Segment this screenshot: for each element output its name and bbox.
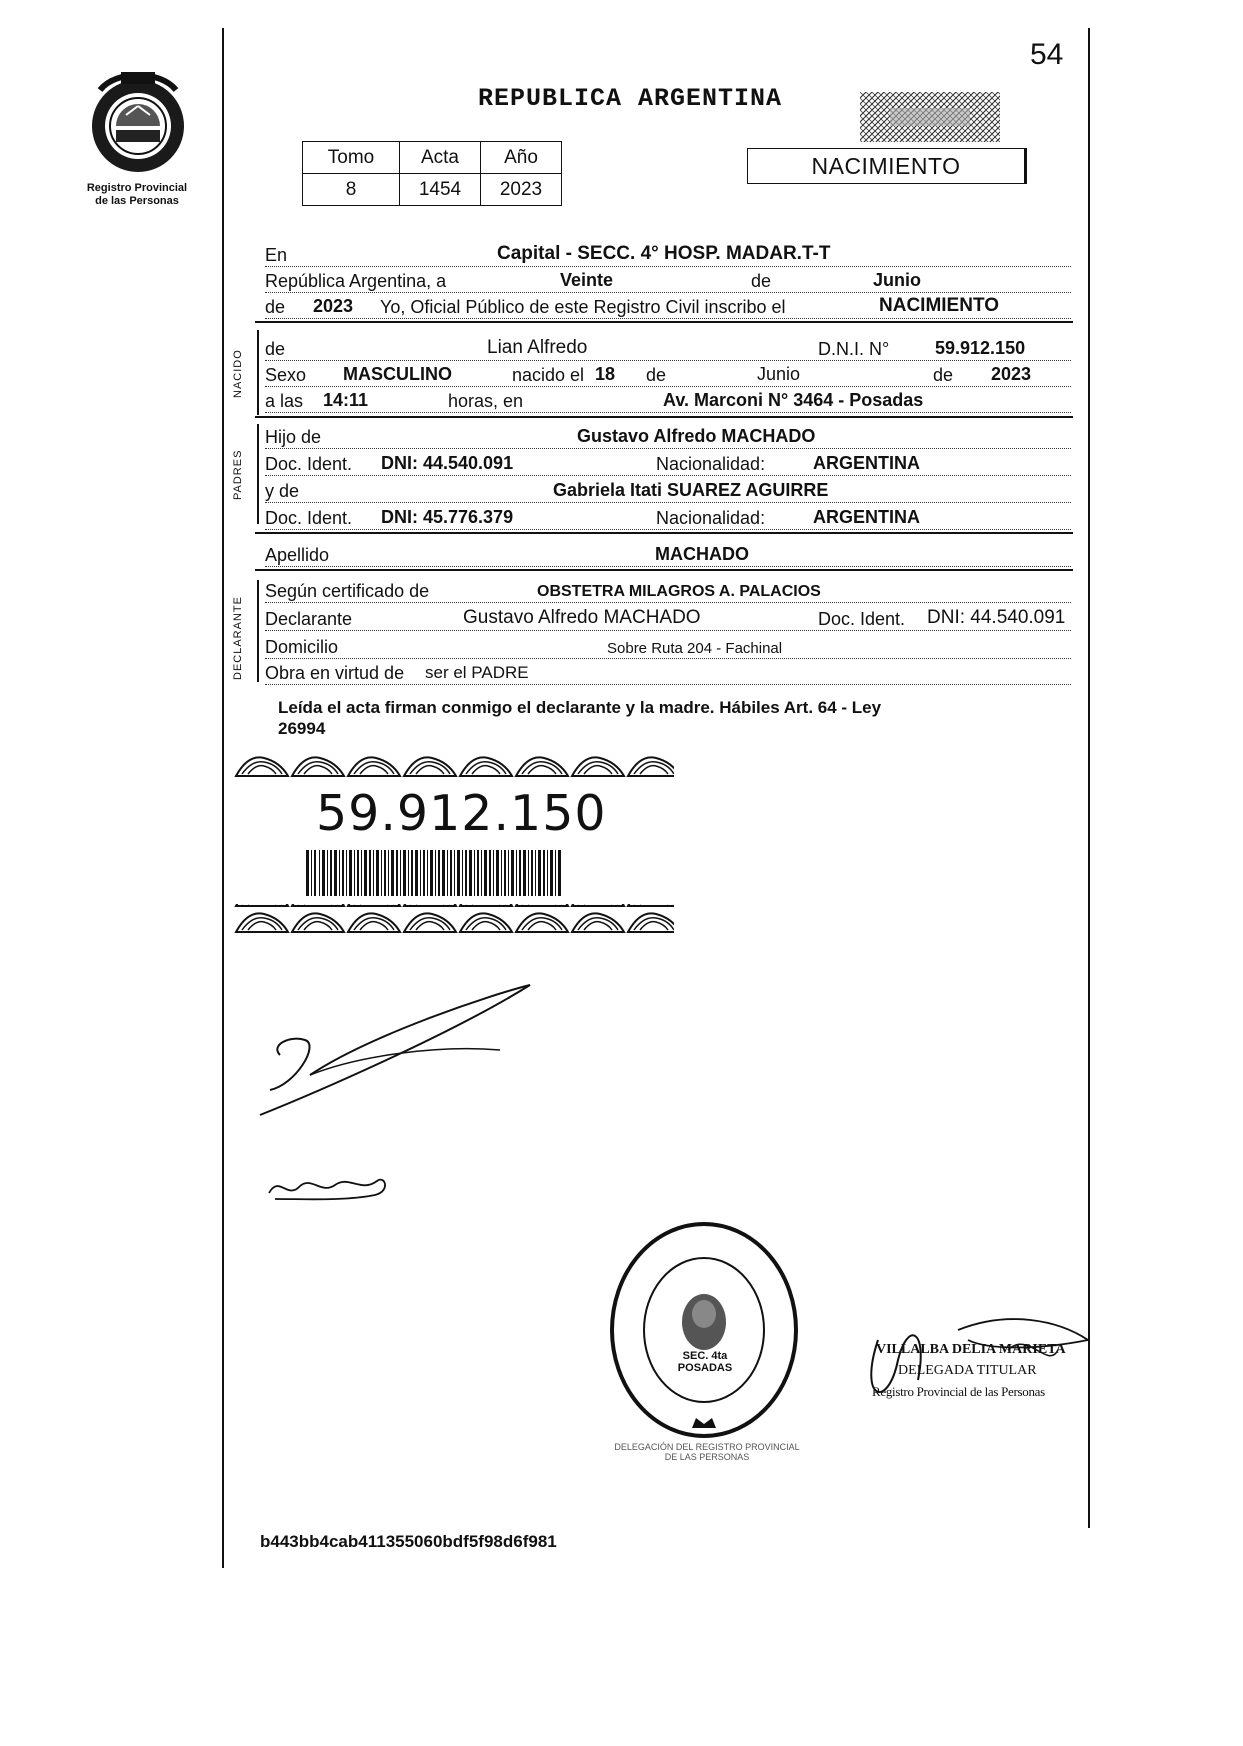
ref-header-anio: Año [481, 142, 562, 174]
label-de: de [748, 271, 774, 292]
document-hash: b443bb4cab411355060bdf5f98d6f981 [260, 1532, 557, 1551]
label-nacido-el: nacido el [509, 365, 587, 386]
value-domicilio: Sobre Ruta 204 - Fachinal [607, 640, 783, 657]
barcode-block [234, 752, 674, 938]
value-place: Av. Marconi N° 3464 - Posadas [663, 390, 924, 410]
divider-1 [255, 321, 1073, 323]
value-nacido-dni: 59.912.150 [935, 338, 1026, 358]
row-padre-doc [265, 449, 1071, 476]
value-certificado: OBSTETRA MILAGROS A. PALACIOS [537, 583, 821, 600]
country-title: REPUBLICA ARGENTINA [478, 84, 783, 113]
closing-text-line1: Leída el acta firman conmigo el declarante y la madre. Hábiles Art. 64 - Ley [278, 698, 882, 717]
value-nacido-year: 2023 [991, 364, 1032, 384]
section-nacido: NACIDO [232, 349, 244, 398]
act-type-box: NACIMIENTO [747, 148, 1027, 184]
value-hour: 14:11 [323, 390, 369, 410]
row-nacido-hora [265, 386, 1071, 413]
official-name: VILLALBA DELIA MARIETA [876, 1342, 1066, 1357]
label-obra: Obra en virtud de [265, 663, 407, 684]
official-stamp [606, 1218, 802, 1442]
label-certificado: Según certificado de [265, 581, 432, 602]
value-declarante: Gustavo Alfredo MACHADO [463, 607, 701, 628]
registro-logo [86, 70, 190, 178]
row-madre-doc [265, 503, 1071, 530]
label-en: En [265, 245, 290, 266]
value-mother: Gabriela Itati SUAREZ AGUIRRE [553, 480, 829, 500]
official-office: Registro Provincial de las Personas [872, 1384, 1045, 1399]
row-obra [265, 658, 1071, 685]
value-father: Gustavo Alfredo MACHADO [577, 426, 816, 446]
label-dni: D.N.I. N° [815, 339, 892, 360]
divider-2 [255, 416, 1073, 418]
label-declarante: Declarante [265, 609, 355, 630]
nacido-bracket [257, 330, 259, 415]
logo-caption [62, 182, 212, 208]
row-domicilio [265, 632, 1071, 659]
value-apellido: MACHADO [655, 544, 749, 564]
label-y-de: y de [265, 481, 302, 502]
registro-emblem-icon [86, 70, 190, 178]
row-madre [265, 476, 1071, 503]
row-padre [265, 422, 1071, 449]
barcode-number: 59.912.150 [316, 785, 607, 842]
ref-table-value-row [303, 174, 562, 206]
ref-header-tomo: Tomo [303, 142, 400, 174]
label-apellido: Apellido [265, 545, 332, 566]
value-inscribo: NACIMIENTO [879, 295, 999, 316]
label-republica: República Argentina, a [265, 271, 449, 292]
security-band-icon [234, 752, 674, 938]
value-day: Veinte [560, 270, 614, 290]
value-nacido-name: Lian Alfredo [487, 337, 588, 358]
label-nacido-de: de [265, 339, 288, 360]
divider-4 [255, 569, 1073, 571]
label-de2: de [265, 297, 288, 318]
declarant-signature [250, 975, 550, 1125]
barcode-icon [306, 850, 564, 896]
label-hijo-de: Hijo de [265, 427, 324, 448]
value-nacido-day: 18 [595, 364, 616, 384]
row-year-inscribo [265, 292, 1071, 319]
row-declarante [265, 604, 1071, 631]
label-nacido-de3: de [930, 365, 956, 386]
value-mother-nat: ARGENTINA [813, 507, 920, 527]
closing-text [278, 697, 1078, 739]
label-father-nat: Nacionalidad: [653, 454, 768, 475]
mother-signature [265, 1165, 395, 1205]
row-republica [265, 266, 1071, 293]
label-yo: Yo, Oficial Público de este Registro Civil inscribo el [377, 297, 789, 318]
section-declarante: DECLARANTE [232, 596, 244, 680]
label-domicilio: Domicilio [265, 637, 341, 658]
row-en [265, 240, 1071, 267]
row-apellido [265, 540, 1071, 567]
stamp-outer-text: DELEGACIÓN DEL REGISTRO PROVINCIAL DE LAS PERSONAS [614, 1442, 800, 1462]
value-father-nat: ARGENTINA [813, 453, 920, 473]
logo-caption-line2: de las Personas [95, 195, 179, 207]
label-a-las: a las [265, 391, 306, 412]
security-seal [860, 92, 1000, 142]
closing-text-line2: 26994 [278, 719, 326, 738]
value-sexo: MASCULINO [343, 364, 452, 384]
value-year: 2023 [313, 296, 354, 316]
page-number: 54 [1030, 38, 1064, 71]
divider-3 [255, 532, 1073, 534]
left-margin-line [222, 28, 224, 1568]
label-sexo: Sexo [265, 365, 309, 386]
ref-header-acta: Acta [400, 142, 481, 174]
ref-table [302, 141, 562, 206]
declarante-bracket [257, 580, 259, 682]
ref-table-header-row [303, 142, 562, 174]
label-horas-en: horas, en [445, 391, 526, 412]
label-mother-doc: Doc. Ident. [265, 508, 355, 529]
value-obra: ser el PADRE [425, 663, 529, 682]
label-father-doc: Doc. Ident. [265, 454, 355, 475]
value-en: Capital - SECC. 4° HOSP. MADAR.T-T [497, 243, 831, 264]
value-mother-doc: DNI: 45.776.379 [381, 507, 514, 527]
section-padres: PADRES [232, 449, 244, 500]
official-signature [858, 1300, 1098, 1420]
stamp-inner-text: SEC. 4ta POSADAS [677, 1350, 733, 1374]
value-month: Junio [873, 270, 921, 290]
label-decl-doc: Doc. Ident. [815, 609, 908, 630]
official-title: DELEGADA TITULAR [898, 1363, 1037, 1378]
value-nacido-month: Junio [757, 364, 801, 384]
logo-caption-line1: Registro Provincial [86, 182, 188, 194]
value-decl-doc: DNI: 44.540.091 [927, 607, 1066, 628]
row-nacido-name [265, 334, 1071, 361]
ref-value-tomo: 8 [303, 174, 400, 206]
row-certificado [265, 576, 1071, 603]
ref-value-acta: 1454 [400, 174, 481, 206]
padres-bracket [257, 424, 259, 524]
label-nacido-de2: de [643, 365, 669, 386]
label-mother-nat: Nacionalidad: [653, 508, 768, 529]
value-father-doc: DNI: 44.540.091 [381, 453, 514, 473]
ref-value-anio: 2023 [481, 174, 562, 206]
row-nacido-sexo [265, 360, 1071, 387]
